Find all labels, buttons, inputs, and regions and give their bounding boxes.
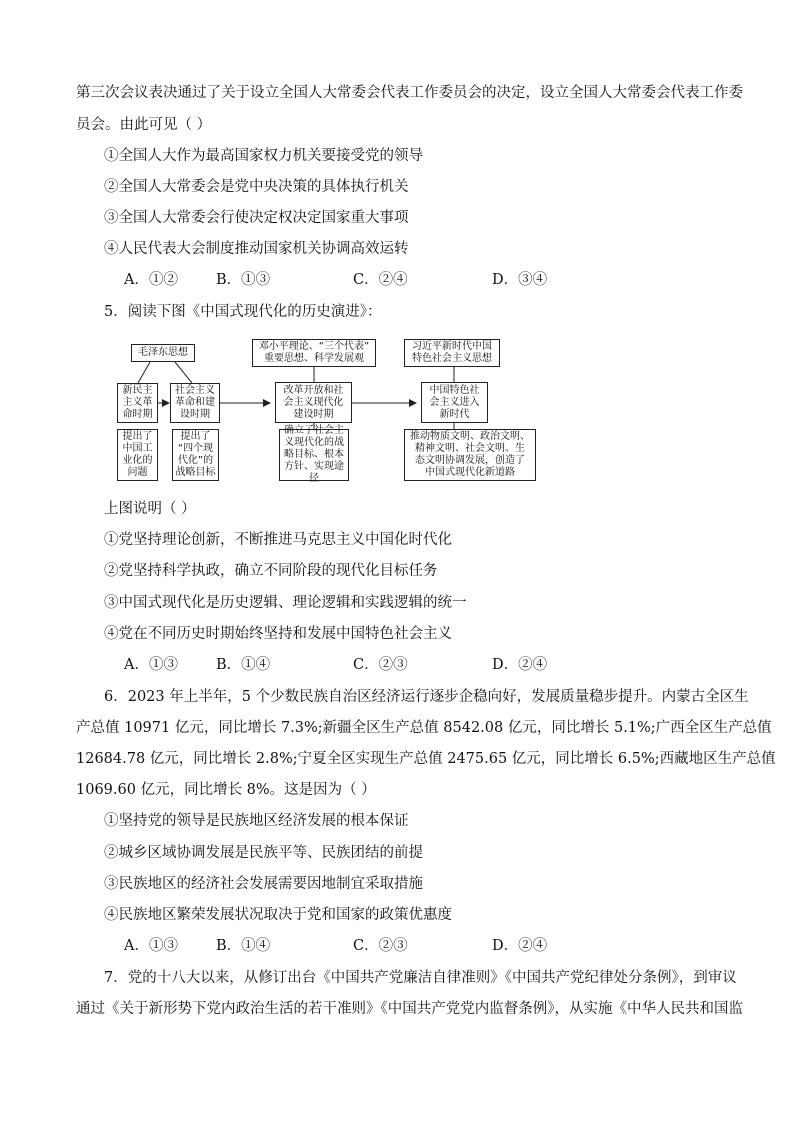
q5-option-a[interactable]: A．①③ (124, 657, 178, 673)
q6-stem-line-2: 产总值 10971 亿元，同比增长 7.3%;新疆全区生产总值 8542.08 亿元，同比增长 5.1%;广西全区生产总值 (76, 720, 772, 736)
q5-ask: 上图说明（ ） (104, 501, 196, 517)
q7-stem-line-1: 7．党的十八大以来，从修订出台《中国共产党廉洁自律准则》《中国共产党纪律处分条例》，到审议 (104, 970, 737, 986)
node-new-era: 中国特色社 会主义进入 新时代 (421, 382, 488, 423)
q6-option-b[interactable]: B．①④ (216, 938, 271, 954)
q4-option-c[interactable]: C．②④ (353, 272, 408, 288)
q6-stem-line-3: 12684.78 亿元，同比增长 2.8%;宁夏全区实现生产总值 2475.65 亿元，同比增长 6.5%;西藏地区生产总值 (76, 751, 776, 767)
q4-option-d[interactable]: D．③④ (492, 272, 548, 288)
q5-option-b[interactable]: B．①④ (216, 657, 271, 673)
q4-item-4: ④人民代表大会制度推动国家机关协调高效运转 (104, 241, 409, 257)
q6-item-4: ④民族地区繁荣发展状况取决于党和国家的政策优惠度 (104, 907, 452, 923)
q7-stem-line-2: 通过《关于新形势下党内政治生活的若干准则》《中国共产党党内监督条例》，从实施《中华人民共和国监 (76, 1001, 743, 1017)
q4-option-b[interactable]: B．①③ (216, 272, 271, 288)
q5-stem: 5．阅读下图《中国式现代化的历史演进》： (104, 304, 382, 320)
node-reform-goals-note: 确立了社会主 义现代化的战 略目标、根本 方针、实现途径 (279, 429, 349, 481)
q4-item-1: ①全国人大作为最高国家权力机关要接受党的领导 (104, 148, 423, 164)
node-new-path-note: 推动物质文明、政治文明、 精神文明、社会文明、生 态文明协调发展，创造了 中国式现代化新道路 (404, 429, 536, 481)
q6-option-a[interactable]: A．①③ (124, 938, 178, 954)
node-xi-thought: 习近平新时代中国 特色社会主义思想 (404, 339, 500, 367)
node-four-modernizations-note: 提出了 “四个现 代化”的 战略目标 (172, 429, 219, 481)
node-new-democratic-period: 新民主 主义革 命时期 (117, 383, 158, 423)
q6-item-2: ②城乡区域协调发展是民族平等、民族团结的前提 (104, 845, 423, 861)
q6-option-d[interactable]: D．②④ (492, 938, 548, 954)
q5-item-3: ③中国式现代化是历史逻辑、理论逻辑和实践逻辑的统一 (104, 595, 467, 611)
node-industrialization-note: 提出了 中国工 业化的 问题 (117, 429, 158, 481)
q5-option-d[interactable]: D．②④ (492, 657, 548, 673)
q4-stem-line-1: 第三次会议表决通过了关于设立全国人大常委会代表工作委员会的决定，设立全国人大常委会代表工作委 (76, 85, 743, 101)
q6-item-1: ①坚持党的领导是民族地区经济发展的根本保证 (104, 813, 409, 829)
q6-stem-line-4: 1069.60 亿元，同比增长 8%。这是因为（ ） (76, 782, 376, 798)
q5-option-c[interactable]: C．②③ (353, 657, 408, 673)
q6-option-c[interactable]: C．②③ (353, 938, 408, 954)
q5-item-2: ②党坚持科学执政，确立不同阶段的现代化目标任务 (104, 563, 438, 579)
node-mao-thought: 毛泽东思想 (131, 344, 195, 362)
q4-option-a[interactable]: A．①② (124, 272, 178, 288)
q6-stem-line-1: 6．2023 年上半年，5 个少数民族自治区经济运行逐步企稳向好，发展质量稳步提升。内蒙古全区生 (104, 689, 749, 705)
node-reform-period: 改革开放和社 会主义现代化 建设时期 (275, 382, 352, 423)
q4-item-2: ②全国人大常委会是党中央决策的具体执行机关 (104, 179, 409, 195)
node-deng-theory: 邓小平理论、“三个代表” 重要思想、科学发展观 (252, 339, 376, 367)
node-socialist-construction-period: 社会主义 革命和建 设时期 (170, 383, 220, 423)
q4-item-3: ③全国人大常委会行使决定权决定国家重大事项 (104, 210, 409, 226)
q4-stem-line-2: 员会。由此可见（ ） (76, 117, 212, 133)
q5-item-4: ④党在不同历史时期始终坚持和发展中国特色社会主义 (104, 626, 452, 642)
q6-item-3: ③民族地区的经济社会发展需要因地制宜采取措施 (104, 876, 423, 892)
q5-item-1: ①党坚持理论创新，不断推进马克思主义中国化时代化 (104, 532, 452, 548)
